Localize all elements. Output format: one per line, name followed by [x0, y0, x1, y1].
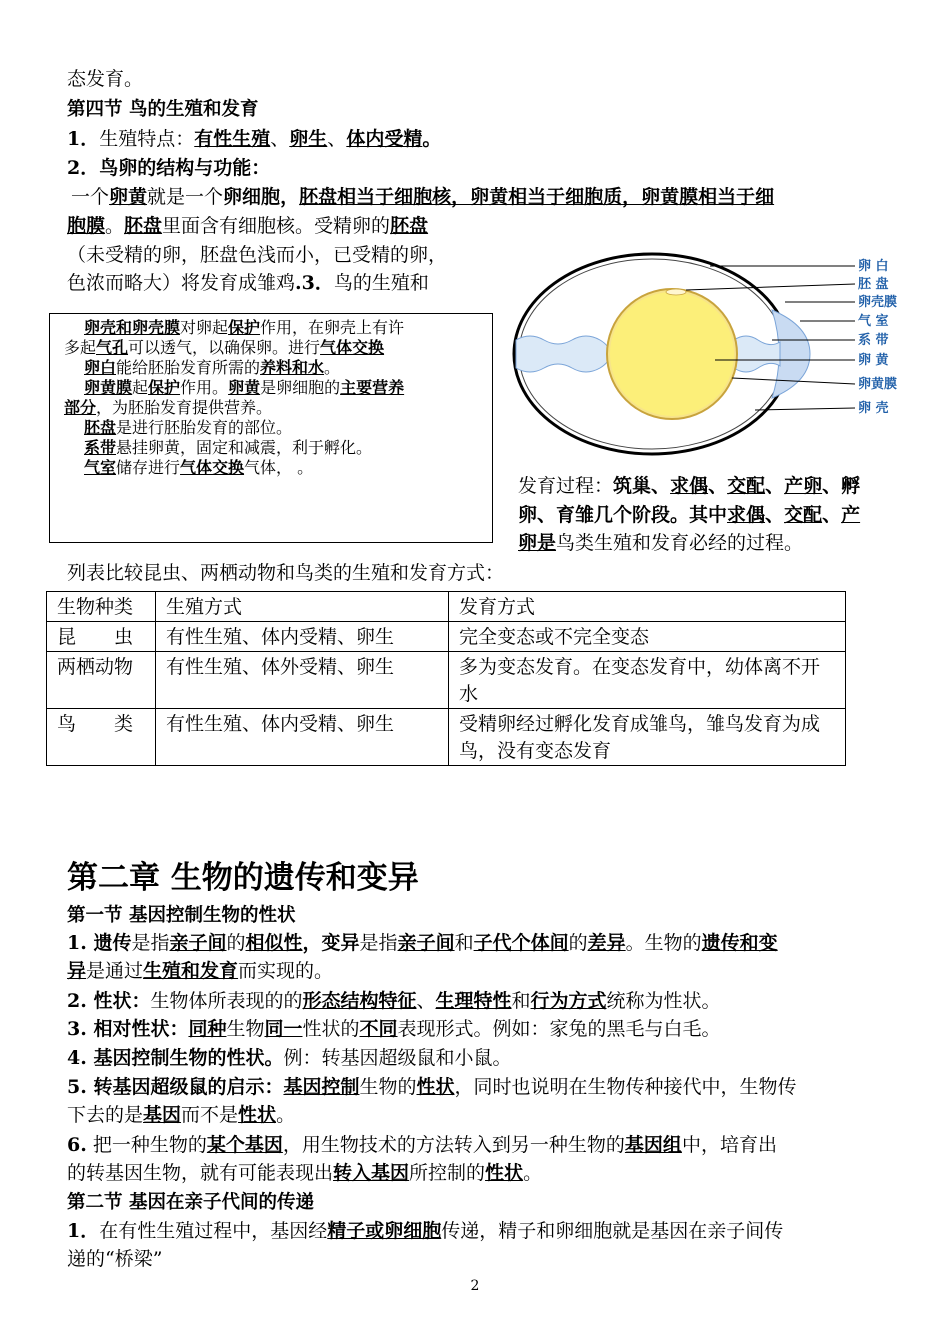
text: 、 [822, 504, 842, 526]
key-term: 胚盘相当于细胞核，卵黄相当于细胞质，卵黄膜相当于细 [299, 186, 775, 208]
key-term: 卵黄膜 [84, 378, 133, 397]
text: 、 [416, 990, 436, 1012]
item-number: 1． [67, 1220, 100, 1242]
text: 可以透气，以确保卵。进行 [128, 338, 321, 357]
text: 把一种生物的 [86, 1134, 207, 1156]
text: 所控制的 [409, 1162, 486, 1184]
key-term: 变异 [321, 932, 360, 954]
paragraph [67, 126, 441, 153]
table-cell: 有性生殖、体内受精、卵生 [156, 622, 449, 652]
key-term: 系带 [84, 438, 117, 457]
text: 是进行胚胎发育的部位。 [116, 418, 293, 437]
table-row [47, 709, 846, 766]
label-albumen: 卵 白 [858, 259, 889, 274]
text: 、 [822, 475, 842, 497]
text: 是指 [131, 932, 170, 954]
key-term: 生殖和发育 [143, 960, 239, 982]
egg-function-box [49, 313, 493, 543]
text: 传递，精子和卵细胞就是基因在亲子间传 [441, 1220, 784, 1242]
key-term: 交配 [727, 475, 766, 497]
development-line [518, 502, 860, 529]
box-line [84, 318, 404, 338]
key-term: 体内受精 [346, 128, 423, 150]
text: 悬挂卵黄，固定和减震，利于孵化。 [116, 438, 373, 457]
text: 气体， 。 [244, 458, 314, 477]
text: ，用生物技术的方法转入到另一种生物的 [282, 1134, 625, 1156]
table-row [47, 652, 846, 709]
key-term: 求偶 [727, 504, 766, 526]
key-term: 性状 [238, 1104, 277, 1126]
text: 表现形式。例如：家兔的黑毛与白毛。 [397, 1018, 721, 1040]
text: 。 [105, 215, 125, 237]
paragraph [67, 930, 778, 957]
text: 生物体所表现的的 [150, 990, 303, 1012]
intro-tail: 态发育。 [67, 68, 144, 90]
paragraph [67, 1218, 783, 1245]
text: 和 [511, 990, 531, 1012]
key-term: 子代个体间 [473, 932, 569, 954]
text: 卵、育雏几个阶段。其中 [518, 504, 728, 526]
table-cell: 多为变态发育。在变态发育中，幼体离不开水 [449, 652, 846, 709]
paragraph [67, 988, 721, 1015]
item-number: 6. [67, 1134, 87, 1156]
key-term: 相似性 [245, 932, 303, 954]
label-yolk-membrane: 卵黄膜 [858, 377, 898, 392]
text: 储存进行 [116, 458, 181, 477]
table-header: 发育方式 [449, 592, 846, 622]
label-germinal-disc: 胚 盘 [858, 277, 889, 292]
key-term: 气孔 [96, 338, 129, 357]
text: 下去的是 [67, 1104, 144, 1126]
paragraph [67, 1074, 797, 1101]
text: 的转基因生物，就有可能表现出 [67, 1162, 334, 1184]
text: 一个 [71, 186, 110, 208]
key-term: 卵细胞 [223, 186, 281, 208]
key-term: 保护 [148, 378, 181, 397]
key-term: 基因控制 [283, 1076, 360, 1098]
paragraph [67, 1132, 777, 1159]
text: 、 [327, 128, 347, 150]
text: 而不是 [181, 1104, 239, 1126]
text: 生物 [226, 1018, 265, 1040]
item-number: .3． [295, 272, 334, 294]
text: 生殖特点： [99, 128, 195, 150]
text: 的 [226, 932, 246, 954]
key-term: 4. 基因控制生物的性状。 [67, 1047, 284, 1069]
key-term: 1. 遗传 [67, 932, 132, 954]
key-term: 孵 [841, 475, 861, 497]
key-term: 保护 [228, 318, 261, 337]
key-term: 交配 [784, 504, 823, 526]
text: 性状的 [302, 1018, 360, 1040]
text: 而实现的。 [238, 960, 334, 982]
table-intro: 列表比较昆虫、两栖动物和鸟类的生殖和发育方式： [67, 562, 505, 584]
text: 、 [270, 128, 290, 150]
text: 、 [765, 475, 785, 497]
table-header-row [47, 592, 846, 622]
key-term: 5. 转基因超级鼠的启示： [67, 1076, 284, 1098]
key-term: 气体交换 [320, 338, 385, 357]
yolk-inner [610, 292, 734, 416]
text: 就是一个 [147, 186, 224, 208]
text: 中，培育出 [681, 1134, 777, 1156]
key-term: 卵壳和卵壳膜 [84, 318, 181, 337]
text: 是卵细胞的 [260, 378, 341, 397]
text: 例：转基因超级鼠和小鼠。 [283, 1047, 512, 1069]
key-term: 2. 性状： [67, 990, 151, 1012]
text: 鸟类生殖和发育必经的过程。 [556, 532, 804, 554]
text: 、 [765, 504, 785, 526]
table-cell: 昆 虫 [47, 622, 156, 652]
egg-labels [858, 258, 897, 416]
box-line [84, 418, 292, 438]
text: ，同时也说明在生物传种接代中，生物传 [454, 1076, 797, 1098]
table-header: 生殖方式 [156, 592, 449, 622]
section-title: 第二节 基因在亲子代间的传递 [67, 1192, 314, 1213]
table-cell: 有性生殖、体外受精、卵生 [156, 652, 449, 709]
text: 。 [523, 1162, 543, 1184]
text: 对卵起 [180, 318, 229, 337]
key-term: 不同 [359, 1018, 398, 1040]
text: 、 [651, 475, 671, 497]
paragraph [67, 958, 333, 985]
text: 。生物的 [625, 932, 702, 954]
paragraph [71, 184, 774, 211]
key-term: 遗传和变 [701, 932, 778, 954]
table-cell: 鸟 类 [47, 709, 156, 766]
paragraph [67, 1160, 542, 1187]
text: 。 [276, 1104, 296, 1126]
text: ， [302, 932, 322, 954]
table-cell: 完全变态或不完全变态 [449, 622, 846, 652]
key-term: 生理特性 [435, 990, 512, 1012]
table-header: 生物种类 [47, 592, 156, 622]
box-line [84, 458, 313, 478]
development-line [518, 530, 803, 557]
egg-structure-diagram [510, 246, 915, 462]
text: 发育过程： [518, 475, 614, 497]
text: 能给胚胎发育所需的 [116, 358, 261, 377]
text: 。 [324, 358, 341, 377]
box-line [84, 438, 372, 458]
key-term: 胚盘 [124, 215, 163, 237]
text: 作用。 [180, 378, 229, 397]
table-cell: 受精卵经过孵化发育成雏鸟，雏鸟发育为成鸟，没有变态发育 [449, 709, 846, 766]
text: 起 [132, 378, 149, 397]
table-cell: 两栖动物 [47, 652, 156, 709]
table-row [47, 622, 846, 652]
key-term: 卵是 [518, 532, 557, 554]
germinal-disc [666, 289, 686, 295]
key-term: 转入基因 [333, 1162, 410, 1184]
text: 是指 [359, 932, 398, 954]
label-chalaza: 系 带 [858, 333, 889, 348]
key-term: 主要营养 [340, 378, 405, 397]
key-term: 胞膜 [67, 215, 106, 237]
key-term: 基因组 [624, 1134, 682, 1156]
paragraph: 递的“桥梁” [67, 1248, 163, 1270]
paragraph [67, 1045, 511, 1072]
key-term: 3. 相对性状： [67, 1018, 189, 1040]
label-shell: 卵 壳 [858, 401, 889, 416]
key-term: 行为方式 [530, 990, 607, 1012]
key-term: 差异 [587, 932, 626, 954]
box-line [64, 338, 384, 358]
key-term: 形态结构特征 [302, 990, 417, 1012]
section-title: 第四节 鸟的生殖和发育 [67, 99, 259, 120]
key-term: 某个基因 [206, 1134, 283, 1156]
text: 的 [568, 932, 588, 954]
key-term: 亲子间 [169, 932, 227, 954]
key-term: 卵白 [84, 358, 117, 377]
development-line [518, 473, 860, 500]
subheading: 2．鸟卵的结构与功能： [67, 157, 271, 179]
key-term: 有性生殖 [194, 128, 271, 150]
key-term: 基因 [143, 1104, 182, 1126]
text: 里面含有细胞核。受精卵的 [162, 215, 391, 237]
box-line [64, 398, 272, 418]
paragraph [67, 270, 429, 297]
key-term: 气室 [84, 458, 117, 477]
page-number: 2 [470, 1278, 480, 1294]
table-cell: 有性生殖、体内受精、卵生 [156, 709, 449, 766]
key-term: 性状 [416, 1076, 455, 1098]
key-term: 产卵 [784, 475, 823, 497]
key-term: 胚盘 [390, 215, 429, 237]
text: 在有性生殖过程中，基因经 [99, 1220, 328, 1242]
label-air-cell: 气 室 [858, 314, 889, 329]
key-term: 胚盘 [84, 418, 117, 437]
label-shell-membrane: 卵壳膜 [858, 295, 898, 310]
paragraph [67, 1102, 295, 1129]
text: 。 [422, 128, 442, 150]
chapter-title: 第二章 生物的遗传和变异 [67, 860, 419, 896]
key-term: 产 [841, 504, 861, 526]
box-line [84, 378, 404, 398]
item-number: 1． [67, 128, 100, 150]
label-yolk: 卵 黄 [858, 353, 889, 368]
text: 色浓而略大）将发育成雏鸡 [67, 272, 296, 294]
key-term: 求偶 [670, 475, 709, 497]
key-term: 卵黄 [109, 186, 148, 208]
text: 鸟的生殖和 [333, 272, 429, 294]
key-term: 同一 [264, 1018, 303, 1040]
paragraph: （未受精的卵，胚盘色浅而小，已受精的卵， [67, 244, 448, 266]
section-title: 第一节 基因控制生物的性状 [67, 905, 296, 926]
key-term: 气体交换 [180, 458, 245, 477]
key-term: 同种 [188, 1018, 227, 1040]
paragraph [67, 213, 428, 240]
key-term: 筑巢 [613, 475, 652, 497]
text: 是通过 [86, 960, 144, 982]
key-term: 养料和水 [260, 358, 325, 377]
paragraph [67, 1016, 721, 1043]
key-term: 异 [67, 960, 87, 982]
text: 和 [454, 932, 474, 954]
key-term: 亲子间 [397, 932, 455, 954]
text: 生物的 [359, 1076, 417, 1098]
text: 作用，在卵壳上有许 [260, 318, 405, 337]
text: 、 [708, 475, 728, 497]
text: 统称为性状。 [606, 990, 721, 1012]
box-line [84, 358, 340, 378]
key-term: 性状 [485, 1162, 524, 1184]
text: ，为胚胎发育提供营养。 [96, 398, 273, 417]
key-term: 卵生 [289, 128, 328, 150]
key-term: 卵黄 [228, 378, 261, 397]
key-term: 精子或卵细胞 [327, 1220, 442, 1242]
text: ， [280, 186, 300, 208]
comparison-table [46, 591, 846, 766]
key-term: 部分 [64, 398, 97, 417]
text: 多起 [64, 338, 97, 357]
